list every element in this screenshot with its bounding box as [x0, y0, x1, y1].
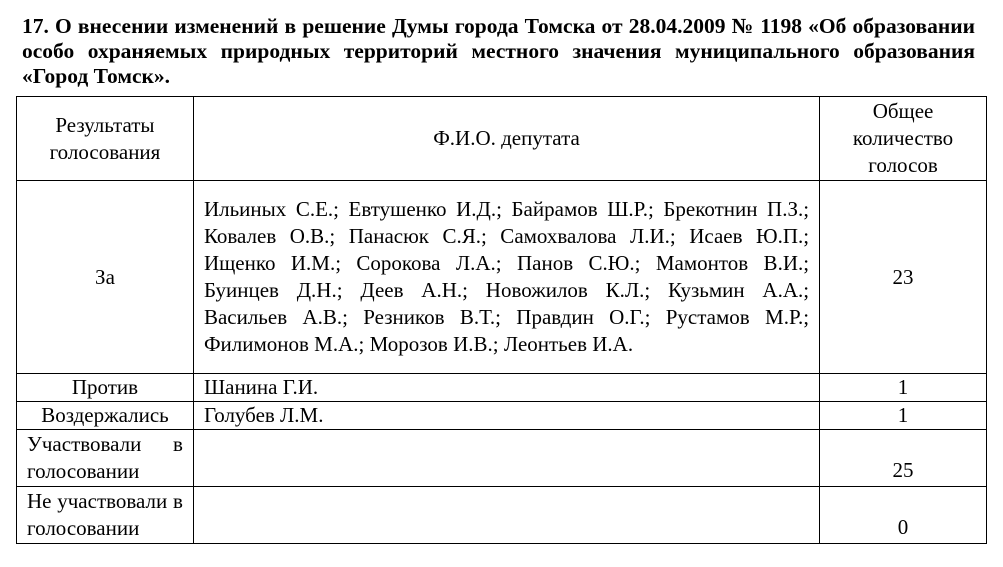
- row-total: 1: [820, 374, 987, 402]
- row-deputies: Голубев Л.М.: [193, 402, 819, 430]
- header-total-votes: Общее количество голосов: [820, 97, 987, 181]
- table-row: [17, 402, 987, 430]
- row-deputies: [193, 487, 819, 544]
- voting-results-table: [16, 96, 987, 544]
- header-voting-results: Результаты голосования: [17, 97, 194, 181]
- table-header-row: [17, 97, 987, 181]
- row-total: 23: [820, 181, 987, 374]
- row-label: Участвовали в голосовании: [17, 430, 194, 487]
- row-deputies: Шанина Г.И.: [193, 374, 819, 402]
- resolution-heading: 17. О внесении изменений в решение Думы города Томска от 28.04.2009 № 1198 «Об образовании особо охраняемых природных территорий местного значения муниципального образования «Город Томск».: [22, 14, 975, 88]
- row-total: 0: [820, 487, 987, 544]
- row-deputies: [193, 430, 819, 487]
- row-total: 25: [820, 430, 987, 487]
- header-deputy-name: Ф.И.О. депутата: [193, 97, 819, 181]
- row-deputies: Ильиных С.Е.; Евтушенко И.Д.; Байрамов Ш.Р.; Брекотнин П.З.; Ковалев О.В.; Панасюк С.Я.; Самохвалова Л.И.; Исаев Ю.П.; Ищенко И.М.; Сорокова Л.А.; Панов С.Ю.; Мамонтов В.И.; Буинцев Д.Н.; Деев А.Н.; Новожилов К.Л.; Кузьмин А.А.; Васильев А.В.; Резников В.Т.; Правдин О.Г.; Рустамов М.Р.; Филимонов М.А.; Морозов И.В.; Леонтьев И.А.: [193, 181, 819, 374]
- row-label: Против: [17, 374, 194, 402]
- row-label: Не участвовали в голосовании: [17, 487, 194, 544]
- table-row: [17, 374, 987, 402]
- table-row: [17, 430, 987, 487]
- row-label: За: [17, 181, 194, 374]
- table-row: [17, 487, 987, 544]
- row-label: Воздержались: [17, 402, 194, 430]
- table-row: [17, 181, 987, 374]
- row-total: 1: [820, 402, 987, 430]
